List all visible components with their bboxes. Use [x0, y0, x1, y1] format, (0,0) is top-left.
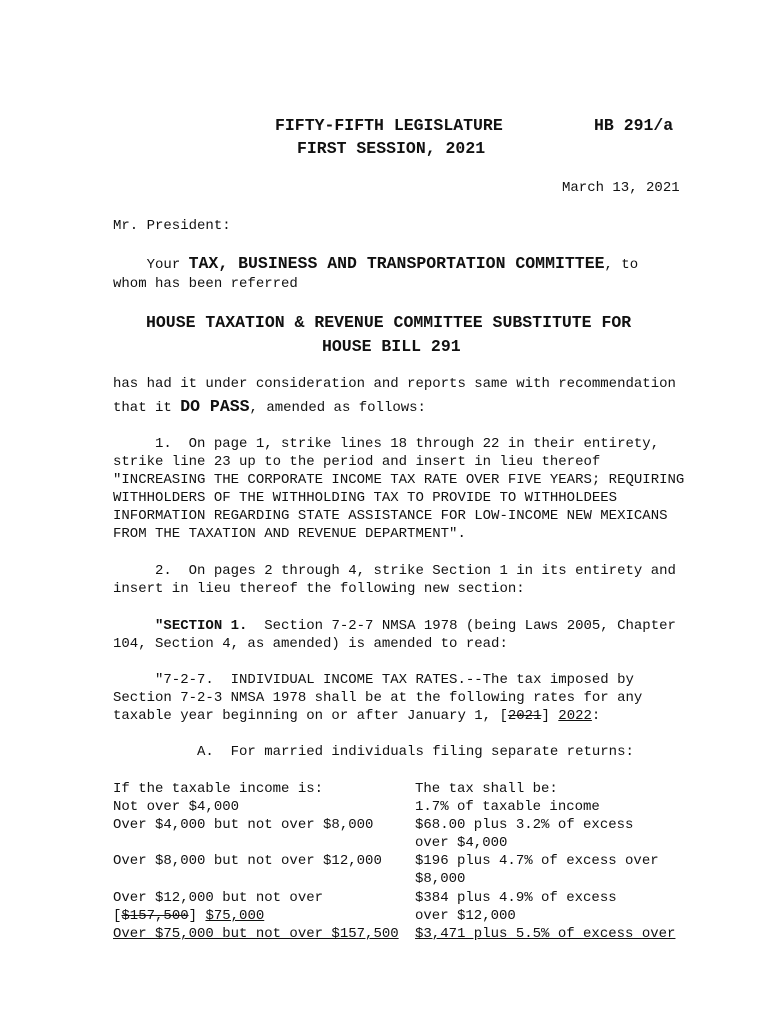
table-row-right-new: $3,471 plus 5.5% of excess over: [415, 926, 676, 942]
amendment-2-line: insert in lieu thereof the following new section:: [113, 581, 525, 597]
table-row-left-amended: [113, 907, 264, 925]
committee-line-2: whom has been referred: [113, 276, 298, 292]
bracket-open: [: [113, 908, 122, 924]
new-year: 2022: [558, 708, 592, 724]
salutation: Mr. President:: [113, 218, 231, 234]
substitute-title-1: HOUSE TAXATION & REVENUE COMMITTEE SUBSTITUTE FOR: [146, 313, 632, 332]
subsection-a: A. For married individuals filing separate returns:: [113, 744, 634, 760]
amendment-1-line: WITHHOLDERS OF THE WITHHOLDING TAX TO PROVIDE TO WITHHOLDEES: [113, 490, 618, 506]
section-1-text: Section 7-2-7 NMSA 1978 (being Laws 2005, Chapter: [247, 618, 676, 634]
report-date: March 13, 2021: [562, 180, 680, 196]
bracket-close: ]: [188, 908, 206, 924]
consideration-line-1: has had it under consideration and reports same with recommendation: [113, 376, 676, 392]
table-row-right: over $12,000: [415, 908, 516, 924]
section-1-line-1: [113, 617, 676, 635]
substitute-title-2: HOUSE BILL 291: [322, 337, 461, 356]
table-row-left: Not over $4,000: [113, 799, 240, 815]
bill-id: HB 291/a: [594, 116, 674, 135]
rates-line-1: "7-2-7. INDIVIDUAL INCOME TAX RATES.--The tax imposed by: [113, 672, 634, 688]
committee-name: TAX, BUSINESS AND TRANSPORTATION COMMITTEE: [188, 254, 605, 273]
struck-year: 2021: [507, 708, 542, 724]
table-row-left-new: Over $75,000 but not over $157,500: [113, 926, 399, 942]
table-row-left: Over $12,000 but not over: [113, 890, 324, 906]
amendment-1-line: "INCREASING THE CORPORATE INCOME TAX RATE OVER FIVE YEARS; REQUIRING: [113, 472, 685, 488]
table-row-left: Over $4,000 but not over $8,000: [113, 817, 374, 833]
table-row-right: $384 plus 4.9% of excess: [415, 890, 617, 906]
table-row-right: $8,000: [415, 871, 466, 887]
rates-line-3-mid: ]: [541, 708, 559, 724]
table-row-right: over $4,000: [415, 835, 508, 851]
table-row-right: $196 plus 4.7% of excess over: [415, 853, 659, 869]
table-right-header: The tax shall be:: [415, 781, 558, 797]
table-row-right: $68.00 plus 3.2% of excess: [415, 817, 634, 833]
rates-line-3-pre: taxable year beginning on or after January 1, [: [113, 708, 508, 724]
consideration-pre: that it: [113, 400, 172, 416]
amendment-1-line: FROM THE TAXATION AND REVENUE DEPARTMENT".: [113, 526, 466, 542]
legislature-title: FIFTY-FIFTH LEGISLATURE: [275, 116, 503, 135]
struck-amount: $157,500: [121, 908, 189, 924]
table-row-right: 1.7% of taxable income: [415, 799, 600, 815]
consideration-post: , amended as follows:: [249, 400, 426, 416]
table-left-header: If the taxable income is:: [113, 781, 324, 797]
section-1-line-2: 104, Section 4, as amended) is amended to read:: [113, 636, 508, 652]
rates-line-2: Section 7-2-3 NMSA 1978 shall be at the following rates for any: [113, 690, 643, 706]
committee-suffix: , to: [604, 257, 639, 273]
amendment-2-line: 2. On pages 2 through 4, strike Section 1 in its entirety and: [113, 563, 676, 579]
amendment-1-line: strike line 23 up to the period and insert in lieu thereof: [113, 454, 601, 470]
consideration-line-2: [113, 398, 426, 417]
session-title: FIRST SESSION, 2021: [297, 139, 486, 158]
section-1-label: "SECTION 1.: [155, 618, 248, 634]
new-amount: $75,000: [205, 908, 265, 924]
rates-line-3-post: :: [591, 708, 601, 724]
do-pass: DO PASS: [180, 397, 250, 416]
table-row-left: Over $8,000 but not over $12,000: [113, 853, 382, 869]
committee-intro: Your: [146, 257, 181, 273]
committee-line: [113, 255, 638, 274]
rates-line-3: [113, 707, 600, 725]
amendment-1-line: INFORMATION REGARDING STATE ASSISTANCE FOR LOW-INCOME NEW MEXICANS: [113, 508, 668, 524]
amendment-1-line: 1. On page 1, strike lines 18 through 22 in their entirety,: [113, 436, 660, 452]
